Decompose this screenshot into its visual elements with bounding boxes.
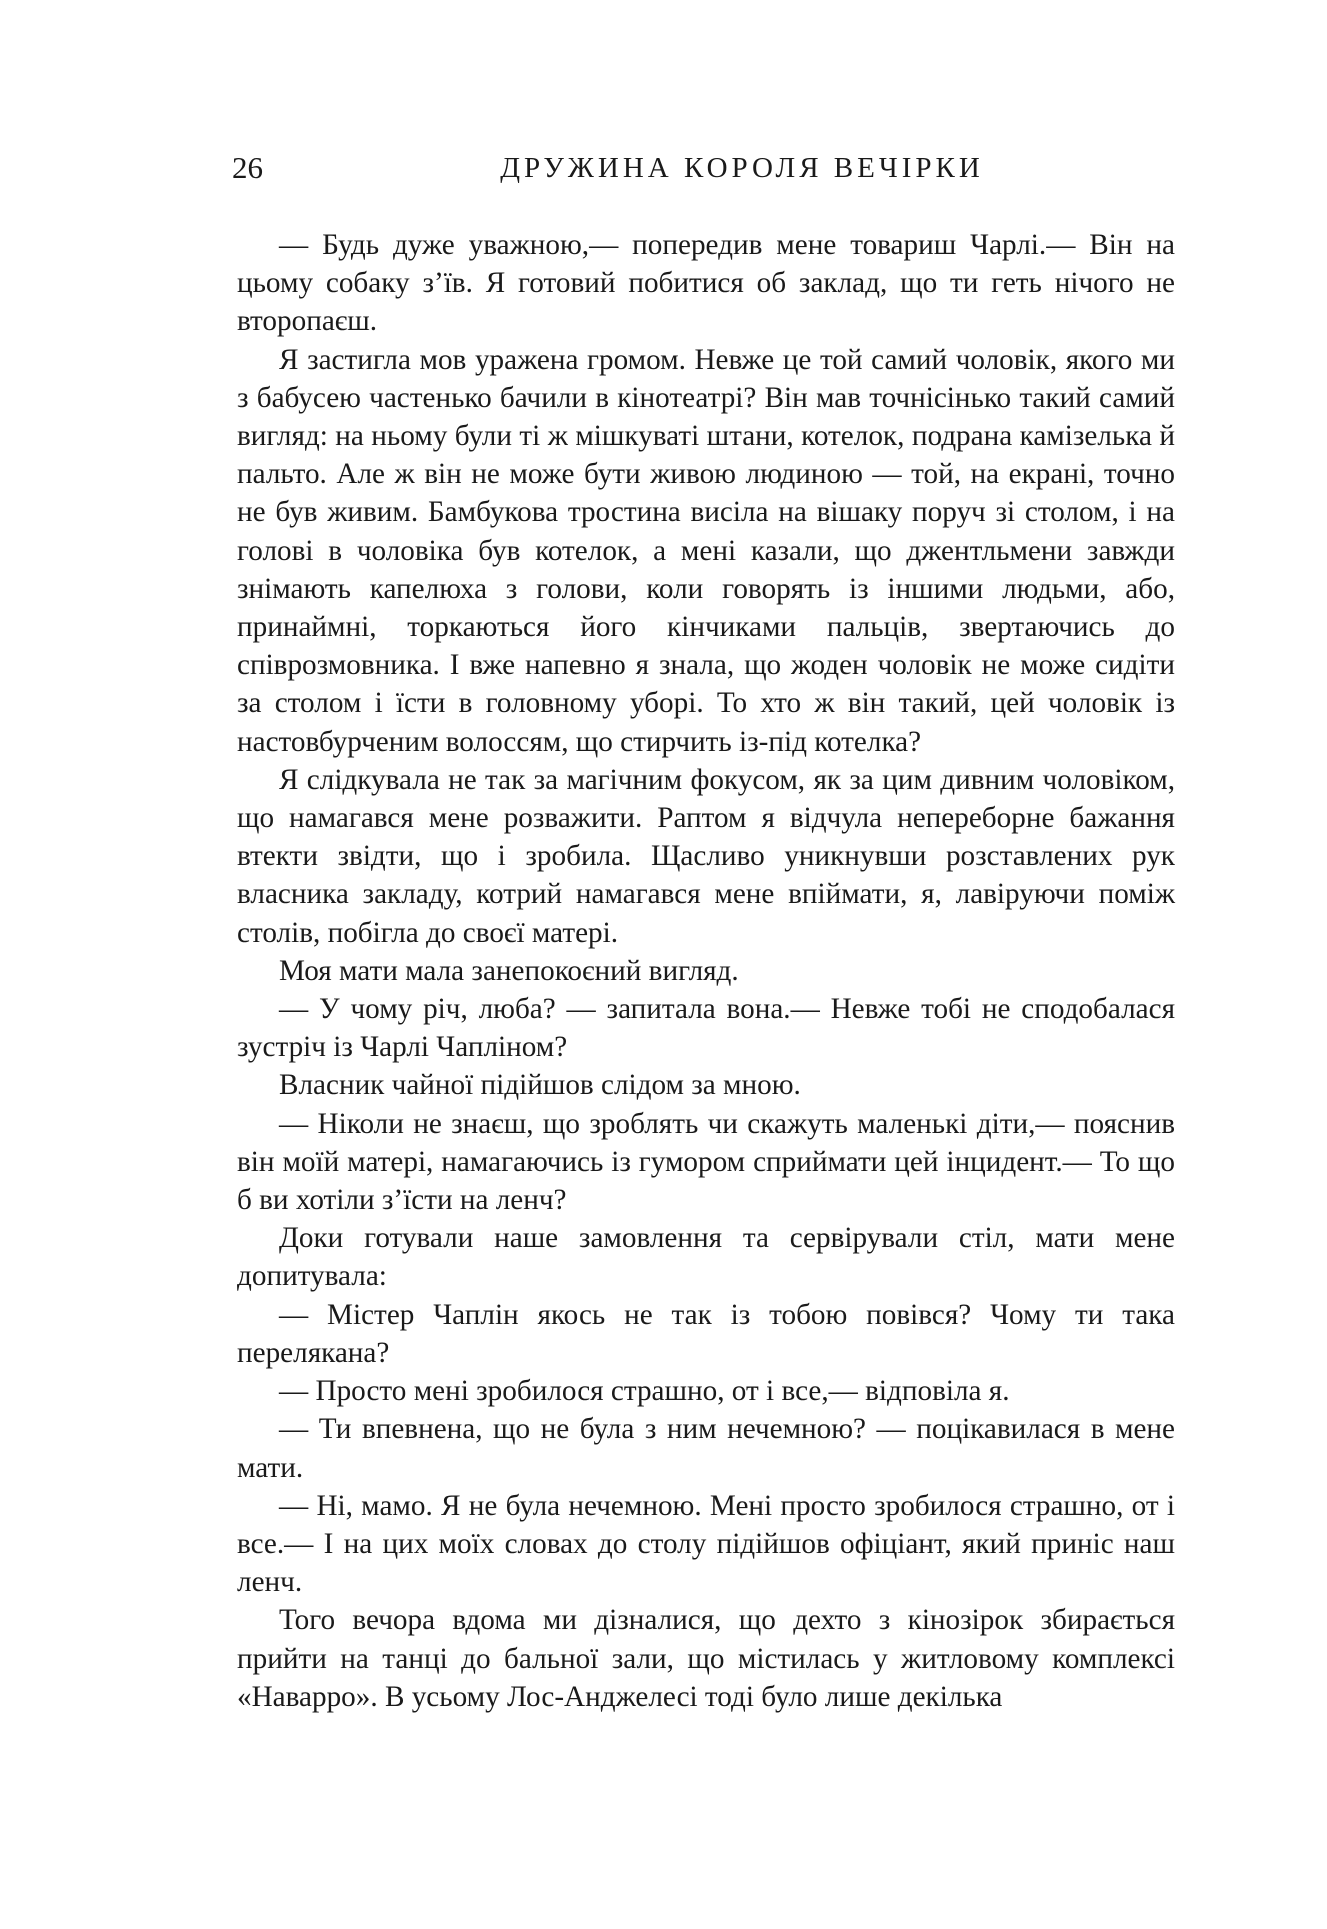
running-head	[232, 148, 1172, 192]
paragraph: — Просто мені зробилося страшно, от і все,— відповіла я.	[279, 1375, 1010, 1408]
paragraph: Доки готували наше замовлення та сервірували стіл, мати мене допитувала:	[237, 1222, 1175, 1293]
paragraph: Я застигла мов уражена громом. Невже це той самий чоловік, якого ми з бабусею частенько бачили в кінотеатрі? Він мав точнісінько такий самий вигляд: на ньому були ті ж мішкуваті штани, котелок, подрана камізелька й пальто. Але ж він не може бути живою людиною — той, на екрані, точно не був живим. Бамбукова тростина висіла на вішаку поруч зі столом, і на голові в чоловіка був котелок, а мені казали, що джентльмени завжди знімають капелюха з голови, коли говорять із іншими людьми, або, принаймні, торкаються його кінчиками пальців, звертаючись до співрозмовника. І вже напевно я знала, що жоден чоловік не може сидіти за столом і їсти в головному уборі. То хто ж він такий, цей чоловік із настовбурченим волоссям, що стирчить із-під котелка?	[237, 343, 1175, 758]
paragraph: — У чому річ, люба? — запитала вона.— Невже тобі не сподобалася зустріч із Чарлі Чапліном?	[237, 993, 1175, 1064]
paragraph: — Ніколи не знаєш, що зроблять чи скажуть маленькі діти,— пояснив він моїй матері, намагаючись із гумором сприймати цей інцидент.— То що б ви хотіли з’їсти на ленч?	[237, 1107, 1175, 1217]
paragraph: Я слідкувала не так за магічним фокусом, як за цим дивним чоловіком, що намагався мене розважити. Раптом я відчула непереборне бажання втекти звідти, що і зробила. Щасливо уникнувши розставлених рук власника закладу, котрий намагався мене впіймати, я, лавіруючи поміж столів, побігла до своєї матері.	[237, 763, 1175, 949]
paragraph: — Ні, мамо. Я не була нечемною. Мені просто зробилося страшно, от і все.— І на цих моїх словах до столу підійшов офіціант, який приніс наш ленч.	[237, 1489, 1175, 1599]
paragraph: Власник чайної підійшов слідом за мною.	[279, 1069, 801, 1102]
body-text	[237, 226, 1175, 1716]
paragraph: Того вечора вдома ми дізналися, що дехто з кінозірок збирається прийти на танці до бальної зали, що містилась у житловому комплексі «Наварро». В усьому Лос-Анджелесі тоді було лише декілька	[237, 1604, 1175, 1713]
paragraph: Моя мати мала занепокоєний вигляд.	[279, 954, 739, 987]
paragraph: — Містер Чаплін якось не так із тобою повівся? Чому ти така перелякана?	[237, 1298, 1175, 1369]
page-number: 26	[232, 150, 263, 185]
paragraph: — Ти впевнена, що не була з ним нечемною? — поцікавилася в мене мати.	[237, 1413, 1175, 1484]
paragraph: — Будь дуже уважною,— попередив мене товариш Чарлі.— Він на цьому собаку з’їв. Я готовий побитися об заклад, що ти геть нічого не второпаєш.	[237, 229, 1175, 338]
book-title: ДРУЖИНА КОРОЛЯ ВЕЧІРКИ	[500, 152, 984, 184]
